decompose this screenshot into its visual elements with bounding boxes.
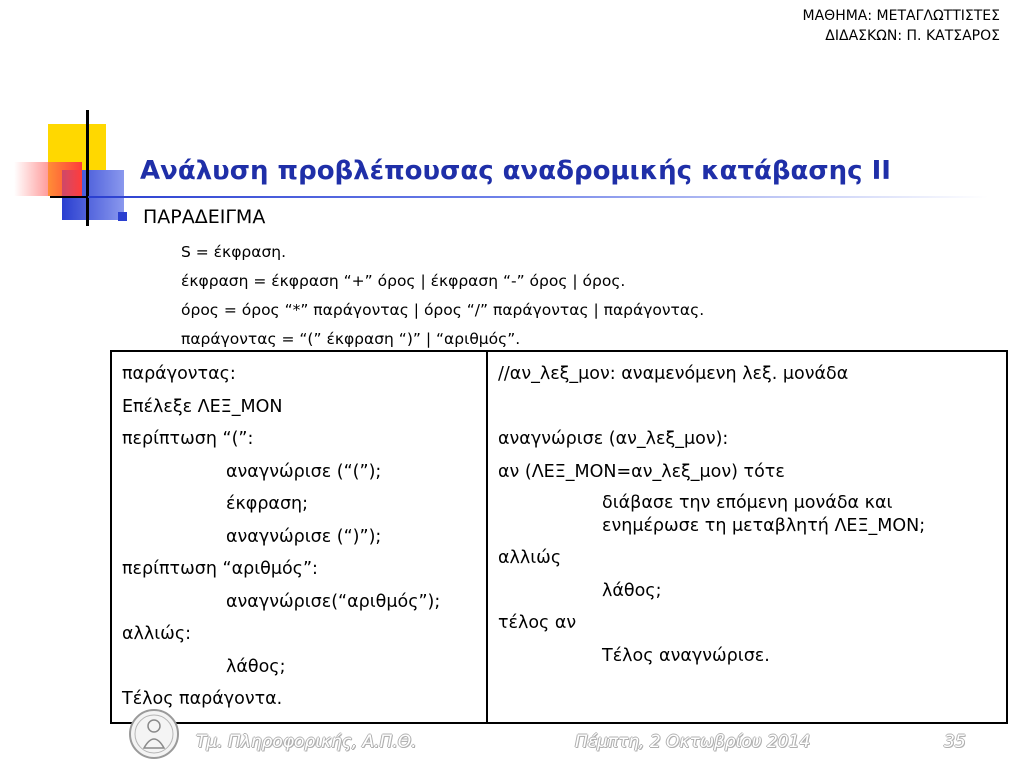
bullet-icon: [118, 212, 127, 221]
grammar-rules: [181, 238, 704, 354]
code-line: τέλος αν: [498, 613, 577, 633]
course-name: ΜΑΘΗΜΑ: ΜΕΤΑΓΛΩΤΤΙΣΤΕΣ: [802, 8, 1000, 24]
code-line: αναγνώρισε (“(”);: [226, 461, 382, 482]
code-line: περίπτωση “(”:: [122, 429, 254, 449]
course-header: [803, 6, 1000, 46]
grammar-rule: όρος = όρος “*” παράγοντας | όρος “/” παράγοντας | παράγοντας.: [181, 301, 705, 319]
footer-date: Πέμπτη, 2 Οκτωβρίου 2014: [575, 732, 811, 752]
bullet-heading: ΠΑΡΑΔΕΙΓΜΑ: [143, 206, 266, 228]
code-line: λάθος;: [226, 656, 286, 677]
code-line: λάθος;: [602, 580, 662, 601]
code-line: Τέλος αναγνώρισε.: [602, 645, 770, 666]
code-line: αν (ΛΕΞ_ΜΟΝ=αν_λεξ_μον) τότε: [498, 461, 785, 482]
code-line: //αν_λεξ_μον: αναμενόμενη λεξ. μονάδα: [498, 364, 849, 384]
deco-vertical-line: [86, 110, 89, 226]
grammar-rule: S = έκφραση.: [181, 243, 287, 261]
code-line: αναγνώρισε (αν_λεξ_μον):: [498, 429, 729, 449]
code-line-blank: [498, 391, 996, 424]
code-line-wrapped: [498, 488, 996, 542]
code-line: αλλιώς: [498, 548, 562, 568]
footer-department: Τμ. Πληροφορικής, Α.Π.Θ.: [196, 732, 417, 752]
code-line: ενημέρωσε τη μεταβλητή ΛΕΞ_ΜΟΝ;: [602, 516, 926, 536]
code-line: Επέλεξε ΛΕΞ_ΜΟΝ: [122, 396, 283, 417]
grammar-rule: παράγοντας = “(” έκφραση “)” | “αριθμός”.: [181, 330, 521, 348]
instructor-name: ΔΙΔΑΣΚΩΝ: Π. ΚΑΤΣΑΡΟΣ: [825, 28, 1000, 44]
deco-red-bar: [14, 162, 82, 196]
code-column-left: [111, 351, 487, 723]
code-column-right: [487, 351, 1007, 723]
footer-page-number: 35: [944, 732, 966, 752]
code-line: αναγνώρισε(“αριθμός”);: [226, 591, 441, 612]
pseudocode-table: [110, 350, 1008, 724]
code-line: διάβασε την επόμενη μονάδα και: [602, 493, 893, 513]
university-seal-icon: [128, 706, 180, 762]
grammar-rule: έκφραση = έκφραση “+” όρος | έκφραση “-” όρος | όρος.: [181, 272, 626, 290]
code-line: περίπτωση “αριθμός”:: [122, 559, 318, 579]
deco-horizontal-line: [50, 196, 90, 198]
code-line: παράγοντας:: [122, 364, 236, 384]
code-line: αλλιώς:: [122, 624, 191, 644]
code-line: Τέλος παράγοντα.: [122, 689, 283, 709]
code-line: αναγνώρισε (“)”);: [226, 526, 382, 547]
title-underline: [88, 196, 988, 198]
slide-title: Ανάλυση προβλέπουσας αναδρομικής κατάβασης ΙΙ: [140, 156, 891, 186]
code-line: έκφραση;: [226, 494, 309, 514]
